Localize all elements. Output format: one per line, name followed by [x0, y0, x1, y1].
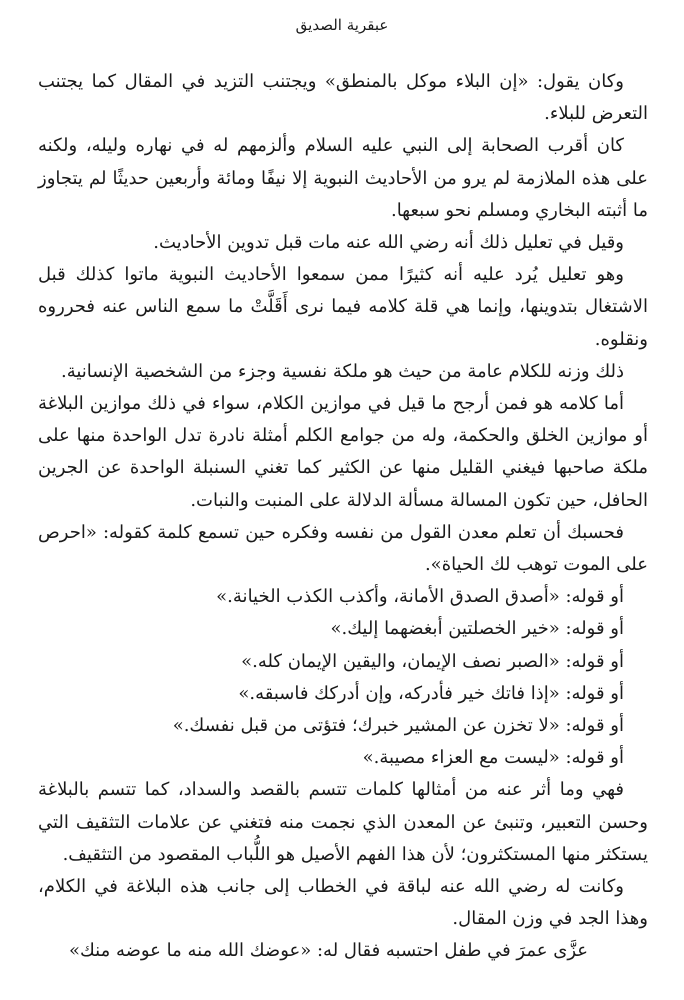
paragraph-5: ذلك وزنه للكلام عامة من حيث هو ملكة نفسية وجزء من الشخصية الإنسانية. [60, 360, 624, 382]
quote-3: أو قوله: «الصبر نصف الإيمان، واليقين الإيمان كله.» [241, 650, 624, 672]
quote-5: أو قوله: «لا تخزن عن المشير خبرك؛ فتؤتى من قبل نفسك.» [172, 715, 624, 737]
paragraph-4: وهو تعليل يُرد عليه أنه كثيرًا ممن سمعوا الأحاديث النبوية ماتوا كذلك قبل الاشتغال بتدوينها، وإنما هي قلة كلامه فيما نرى أَقَلَّتْ ما سمع الناس عنه فحرروه ونقلوه. [38, 264, 648, 350]
closing-paragraph-1: فهي وما أثر عنه من أمثالها كلمات تتسم بالقصد والسداد، كما تتسم بالبلاغة وحسن التعبير، وتنبئ عن المعدن الذي نجمت منه فتغني عن علامات التثقيف التي يستكثر منها المستكثرون؛ لأن هذا الفهم الأصيل هو اللُّباب المقصود من التثقيف. [38, 779, 648, 865]
closing-paragraph-3: عزَّى عمرَ في طفل احتسبه فقال له: «عوضك الله منه ما عوضه منك» [68, 940, 588, 962]
page-header: عبقرية الصديق [295, 16, 389, 34]
paragraph-1: وكان يقول: «إن البلاء موكل بالمنطق» ويجتنب التزيد في المقال كما يجتنب التعرض للبلاء. [38, 71, 648, 125]
paragraph-3: وقيل في تعليل ذلك أنه رضي الله عنه مات قبل تدوين الأحاديث. [153, 232, 624, 254]
paragraph-2: كان أقرب الصحابة إلى النبي عليه السلام وألزمهم له في نهاره وليله، ولكنه على هذه الملازمة لم يرو من الأحاديث النبوية إلا نيفًا ومائة وأربعين حديثًا لم يتجاوز ما أثبته البخاري ومسلم نحو سبعها. [38, 135, 648, 221]
quote-2: أو قوله: «خير الخصلتين أبغضهما إليك.» [330, 618, 624, 640]
quote-6: أو قوله: «ليست مع العزاء مصيبة.» [362, 747, 624, 769]
paragraph-6: أما كلامه هو فمن أرجح ما قيل في موازين الكلام، سواء في ذلك موازين البلاغة أو موازين الخلق والحكمة، وله من جوامع الكلم أمثلة نادرة تدل الواحدة منها على ملكة صاحبها فيغني القليل منها عن الكثير كما تغني السنبلة الواحدة عن الجرين الحافل، حين تكون المسالة مسألة الدلالة على المنبت والنبات. [38, 393, 648, 511]
paragraph-7: فحسبك أن تعلم معدن القول من نفسه وفكره حين تسمع كلمة كقوله: «احرص على الموت توهب لك الحياة». [38, 521, 648, 576]
quote-1: أو قوله: «أصدق الصدق الأمانة، وأكذب الكذب الخيانة.» [216, 586, 624, 608]
quote-4: أو قوله: «إذا فاتك خير فأدركه، وإن أدركك فاسبقه.» [238, 682, 624, 704]
closing-paragraph-2: وكانت له رضي الله عنه لباقة في الخطاب إلى جانب هذه البلاغة في الكلام، وهذا الجد في وزن المقال. [38, 876, 648, 930]
page-body [38, 66, 648, 968]
